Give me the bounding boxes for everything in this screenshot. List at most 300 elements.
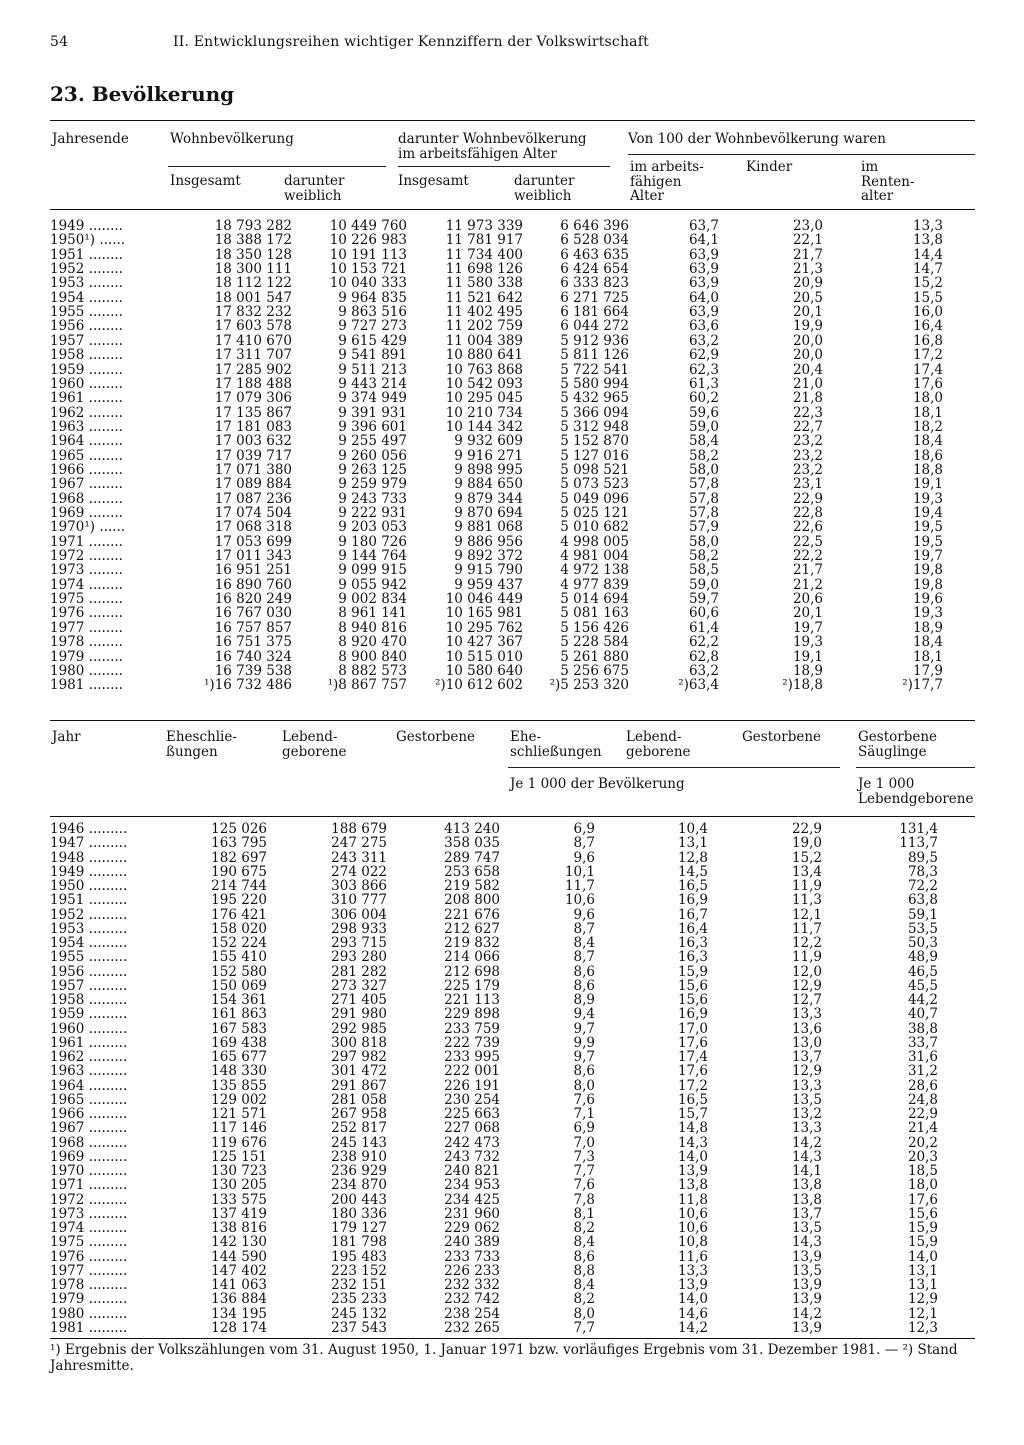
table-cell: 15,2 bbox=[791, 849, 822, 866]
table-cell: 14,7 bbox=[912, 261, 943, 278]
table-cell: 19,3 bbox=[792, 634, 823, 651]
table-cell: 20,9 bbox=[792, 275, 823, 292]
table-cell: 17,4 bbox=[677, 1049, 708, 1065]
t1-header-arb: darunter Wohnbevölkerung im arbeitsfähigen Alter bbox=[398, 131, 587, 162]
table-cell: 20,4 bbox=[792, 361, 823, 378]
table-row bbox=[50, 318, 975, 335]
table-cell: 298 933 bbox=[331, 920, 387, 937]
table-row bbox=[50, 620, 975, 634]
table-row bbox=[50, 1049, 975, 1063]
table-cell: 150 069 bbox=[211, 977, 267, 994]
row-year: 1978 ......... bbox=[50, 1277, 128, 1293]
table-cell: 12,9 bbox=[791, 977, 822, 994]
table-cell: 11,9 bbox=[791, 949, 822, 966]
table-cell: 13,9 bbox=[791, 1248, 822, 1265]
table-cell: 8,0 bbox=[573, 1077, 595, 1094]
table-cell: 293 280 bbox=[331, 949, 387, 966]
table-cell: 232 332 bbox=[444, 1277, 500, 1293]
table-cell: 20,3 bbox=[907, 1148, 938, 1165]
table-cell: 22,6 bbox=[792, 519, 823, 536]
table-row bbox=[50, 835, 975, 852]
table-row bbox=[50, 907, 975, 921]
table-cell: 59,0 bbox=[688, 418, 719, 435]
table-cell: 50,3 bbox=[907, 935, 938, 951]
table-cell: 17,6 bbox=[677, 1063, 708, 1080]
table-cell: 18 300 111 bbox=[214, 261, 292, 278]
row-year: 1968 ........ bbox=[50, 490, 123, 507]
table-cell: 15,9 bbox=[677, 963, 708, 980]
table-cell: 5 081 163 bbox=[560, 605, 629, 622]
table-cell: 18,1 bbox=[912, 404, 943, 421]
table-cell: 9 255 497 bbox=[338, 433, 407, 450]
table-cell: 10 040 333 bbox=[329, 275, 407, 292]
table-cell: 4 998 005 bbox=[560, 533, 629, 550]
table-cell: 281 282 bbox=[331, 963, 387, 980]
table-cell: 8 920 470 bbox=[338, 634, 407, 651]
table-cell: ¹)16 732 486 bbox=[204, 677, 292, 694]
table-cell: 21,2 bbox=[792, 576, 823, 593]
table-cell: 9 886 956 bbox=[454, 533, 523, 550]
table-cell: 63,9 bbox=[688, 261, 719, 278]
table-cell: 15,6 bbox=[907, 1205, 938, 1222]
table-cell: 252 817 bbox=[331, 1120, 387, 1137]
table-cell: 14,3 bbox=[791, 1234, 822, 1251]
table-cell: 8,6 bbox=[573, 963, 595, 980]
table-cell: 64,0 bbox=[688, 289, 719, 306]
table-cell: 9 259 979 bbox=[338, 476, 407, 493]
table-cell: 61,3 bbox=[688, 375, 719, 392]
table-cell: 182 697 bbox=[211, 849, 267, 866]
t2-header-infant-deaths: Gestorbene Säuglinge bbox=[858, 729, 938, 760]
table-cell: 10,8 bbox=[677, 1234, 708, 1251]
table-cell: 14,0 bbox=[677, 1291, 708, 1308]
table-cell: 13,2 bbox=[791, 1106, 822, 1122]
table-cell: 9 263 125 bbox=[338, 461, 407, 478]
t1-header-wohn-female: darunter weiblich bbox=[284, 173, 345, 204]
table-cell: 226 233 bbox=[444, 1262, 500, 1279]
row-year: 1954 ......... bbox=[50, 935, 128, 951]
table-cell: 15,9 bbox=[907, 1234, 938, 1251]
table-cell: 119 676 bbox=[211, 1134, 267, 1151]
table-cell: 18,6 bbox=[912, 447, 943, 464]
table1-top-rule bbox=[50, 120, 975, 121]
table-cell: 7,1 bbox=[573, 1106, 595, 1122]
table-cell: 14,3 bbox=[677, 1134, 708, 1151]
row-year: 1971 ......... bbox=[50, 1177, 128, 1194]
table-cell: 11,6 bbox=[677, 1248, 708, 1265]
table-cell: 16,8 bbox=[912, 332, 943, 349]
row-year: 1976 ........ bbox=[50, 605, 123, 622]
table-cell: 8 940 816 bbox=[338, 619, 407, 636]
table-cell: 231 960 bbox=[444, 1205, 500, 1222]
footnote bbox=[50, 1342, 975, 1374]
table-row bbox=[50, 519, 975, 536]
table-cell: 117 146 bbox=[211, 1120, 267, 1137]
table-cell: 20,5 bbox=[792, 289, 823, 306]
table-cell: 19,5 bbox=[912, 533, 943, 550]
table-row bbox=[50, 821, 975, 835]
table-cell: 15,7 bbox=[677, 1106, 708, 1122]
row-year: 1951 ........ bbox=[50, 246, 123, 263]
table-cell: 57,9 bbox=[688, 519, 719, 536]
table-row bbox=[50, 1277, 975, 1291]
table-cell: 253 658 bbox=[444, 863, 500, 880]
table-cell: 45,5 bbox=[907, 977, 938, 994]
table-cell: 22,3 bbox=[792, 404, 823, 421]
table-cell: 12,1 bbox=[907, 1305, 938, 1322]
table-row bbox=[50, 978, 975, 992]
table-cell: 9 898 995 bbox=[454, 461, 523, 478]
row-year: 1972 ........ bbox=[50, 548, 123, 565]
t1-sub-rule-arb bbox=[398, 166, 610, 167]
table-row bbox=[50, 491, 975, 505]
table-cell: 16 751 375 bbox=[214, 634, 292, 651]
table-cell: 8,1 bbox=[573, 1205, 595, 1222]
row-year: 1981 ........ bbox=[50, 677, 123, 694]
table-cell: 234 425 bbox=[444, 1191, 500, 1208]
table-cell: 9 615 429 bbox=[338, 332, 407, 349]
table-cell: 19,1 bbox=[912, 476, 943, 493]
t1-header-share-arb: im arbeits- fähigen Alter bbox=[630, 159, 704, 204]
table-cell: 18 112 122 bbox=[214, 275, 292, 292]
table-cell: 152 580 bbox=[211, 963, 267, 980]
table-cell: 7,6 bbox=[573, 1091, 595, 1108]
table-cell: 9 727 273 bbox=[338, 318, 407, 335]
table-cell: 17 039 717 bbox=[214, 447, 292, 464]
row-year: 1953 ......... bbox=[50, 920, 128, 937]
table-cell: 18 793 282 bbox=[214, 218, 292, 234]
table-cell: 16 890 760 bbox=[214, 576, 292, 593]
table-cell: 5 073 523 bbox=[560, 476, 629, 493]
table-cell: 7,6 bbox=[573, 1177, 595, 1194]
table-cell: 163 795 bbox=[211, 835, 267, 852]
table-cell: 28,6 bbox=[907, 1077, 938, 1094]
table-cell: 10,1 bbox=[564, 863, 595, 880]
table-cell: 9 443 214 bbox=[338, 375, 407, 392]
table-row bbox=[50, 1249, 975, 1263]
row-year: 1975 ........ bbox=[50, 591, 123, 608]
table-cell: 144 590 bbox=[211, 1248, 267, 1265]
table-row bbox=[50, 1234, 975, 1251]
table-cell: 233 759 bbox=[444, 1020, 500, 1037]
row-year: 1961 ......... bbox=[50, 1034, 128, 1051]
table-cell: 13,5 bbox=[791, 1262, 822, 1279]
table-cell: 13,7 bbox=[791, 1205, 822, 1222]
table-cell: 16,3 bbox=[677, 949, 708, 966]
table-cell: 8,6 bbox=[573, 1248, 595, 1265]
table-row bbox=[50, 605, 975, 622]
table-cell: 14,2 bbox=[677, 1319, 708, 1336]
table-cell: 14,3 bbox=[791, 1148, 822, 1165]
table-cell: 11 202 759 bbox=[445, 318, 523, 335]
table-cell: 136 884 bbox=[211, 1291, 267, 1308]
table-cell: 293 715 bbox=[331, 935, 387, 951]
table-cell: 13,9 bbox=[677, 1277, 708, 1293]
table-cell: 222 001 bbox=[444, 1063, 500, 1080]
table-cell: 225 179 bbox=[444, 977, 500, 994]
table-cell: 238 910 bbox=[331, 1148, 387, 1165]
table-cell: 17,4 bbox=[912, 361, 943, 378]
table-cell: 9,6 bbox=[573, 906, 595, 923]
table-cell: 18 350 128 bbox=[214, 246, 292, 263]
row-year: 1968 ......... bbox=[50, 1134, 128, 1151]
table-cell: 225 663 bbox=[444, 1106, 500, 1122]
table-cell: 128 174 bbox=[211, 1319, 267, 1336]
table-cell: 14,0 bbox=[907, 1248, 938, 1265]
table-cell: 31,6 bbox=[907, 1049, 938, 1065]
table-cell: 20,1 bbox=[792, 304, 823, 321]
table-cell: 23,2 bbox=[792, 433, 823, 450]
table-cell: 9 099 915 bbox=[338, 562, 407, 579]
row-year: 1980 ......... bbox=[50, 1305, 128, 1322]
table-cell: 16,4 bbox=[677, 920, 708, 937]
table-cell: ²)17,7 bbox=[902, 677, 943, 694]
table-cell: 16 767 030 bbox=[214, 605, 292, 622]
table-cell: 58,4 bbox=[688, 433, 719, 450]
table-cell: 58,2 bbox=[688, 447, 719, 464]
table-row bbox=[50, 878, 975, 892]
table-cell: 9 002 834 bbox=[338, 591, 407, 608]
table-cell: 5 156 426 bbox=[560, 619, 629, 636]
table-cell: 267 958 bbox=[331, 1106, 387, 1122]
table-cell: ²)63,4 bbox=[678, 677, 719, 694]
table-cell: 62,9 bbox=[688, 347, 719, 364]
table-cell: 62,3 bbox=[688, 361, 719, 378]
table-cell: 57,8 bbox=[688, 476, 719, 493]
table-cell: 303 866 bbox=[331, 878, 387, 894]
table-cell: 20,6 bbox=[792, 591, 823, 608]
row-year: 1958 ......... bbox=[50, 992, 128, 1008]
table2-bottom-rule bbox=[50, 1338, 975, 1339]
table-cell: 8,2 bbox=[573, 1220, 595, 1236]
table-cell: 179 127 bbox=[331, 1220, 387, 1236]
table-cell: 238 254 bbox=[444, 1305, 500, 1322]
table-row bbox=[50, 333, 975, 347]
table-cell: 129 002 bbox=[211, 1091, 267, 1108]
table-cell: 9,7 bbox=[573, 1049, 595, 1065]
table-cell: 20,0 bbox=[792, 347, 823, 364]
table-cell: 11 973 339 bbox=[445, 218, 523, 234]
table-cell: 6 424 654 bbox=[560, 261, 629, 278]
table-cell: 19,8 bbox=[912, 576, 943, 593]
table-cell: 15,2 bbox=[912, 275, 943, 292]
table-cell: 181 798 bbox=[331, 1234, 387, 1251]
table-cell: 10,4 bbox=[677, 821, 708, 837]
t1-header-share: Von 100 der Wohnbevölkerung waren bbox=[628, 131, 886, 147]
t2-header-rate-deaths: Gestorbene bbox=[742, 729, 822, 745]
table-cell: 5 228 584 bbox=[560, 634, 629, 651]
row-year: 1981 ......... bbox=[50, 1319, 128, 1336]
table-cell: 16 757 857 bbox=[214, 619, 292, 636]
row-year: 1950¹) ...... bbox=[50, 232, 126, 249]
table-cell: 13,9 bbox=[791, 1319, 822, 1336]
table-cell: 17 003 632 bbox=[214, 433, 292, 450]
table-cell: 300 818 bbox=[331, 1034, 387, 1051]
table-cell: 219 832 bbox=[444, 935, 500, 951]
table-cell: 12,3 bbox=[907, 1319, 938, 1336]
table-cell: 20,1 bbox=[792, 605, 823, 622]
table-cell: 212 627 bbox=[444, 920, 500, 937]
row-year: 1948 ......... bbox=[50, 849, 128, 866]
table-cell: 18,4 bbox=[912, 433, 943, 450]
row-year: 1955 ......... bbox=[50, 949, 128, 966]
table-cell: 9 260 056 bbox=[338, 447, 407, 464]
table-row bbox=[50, 892, 975, 909]
table-cell: 17,6 bbox=[912, 375, 943, 392]
row-year: 1964 ......... bbox=[50, 1077, 128, 1094]
table-cell: 310 777 bbox=[331, 892, 387, 909]
t1-header-share-kids: Kinder bbox=[746, 159, 793, 175]
table-cell: 57,8 bbox=[688, 490, 719, 507]
table-cell: 13,3 bbox=[791, 1120, 822, 1137]
table-row bbox=[50, 649, 975, 663]
table-cell: 21,4 bbox=[907, 1120, 938, 1137]
table-cell: 17 053 699 bbox=[214, 533, 292, 550]
table-cell: 11 698 126 bbox=[445, 261, 523, 278]
table-cell: 147 402 bbox=[211, 1262, 267, 1279]
table-cell: 18,1 bbox=[912, 648, 943, 665]
table-cell: 7,7 bbox=[573, 1319, 595, 1336]
table-cell: 273 327 bbox=[331, 977, 387, 994]
table-cell: 221 676 bbox=[444, 906, 500, 923]
table-row bbox=[50, 1006, 975, 1023]
table-row bbox=[50, 1206, 975, 1220]
table-cell: 19,7 bbox=[912, 548, 943, 565]
row-year: 1949 ......... bbox=[50, 863, 128, 880]
table-cell: 33,7 bbox=[907, 1034, 938, 1051]
table-cell: 12,8 bbox=[677, 849, 708, 866]
table-row bbox=[50, 419, 975, 433]
table-cell: 31,2 bbox=[907, 1063, 938, 1080]
table-cell: 17 311 707 bbox=[214, 347, 292, 364]
table-cell: 53,5 bbox=[907, 920, 938, 937]
table-cell: 17 603 578 bbox=[214, 318, 292, 335]
table-cell: 10 880 641 bbox=[445, 347, 523, 364]
table-cell: 6 528 034 bbox=[560, 232, 629, 249]
row-year: 1958 ........ bbox=[50, 347, 123, 364]
table-cell: 9 396 601 bbox=[338, 418, 407, 435]
table-cell: 274 022 bbox=[331, 863, 387, 880]
table-row bbox=[50, 275, 975, 292]
table-cell: 9 932 609 bbox=[454, 433, 523, 450]
table-cell: 63,6 bbox=[688, 318, 719, 335]
table-cell: 11,7 bbox=[564, 878, 595, 894]
table-row bbox=[50, 677, 975, 694]
table-cell: 19,9 bbox=[792, 318, 823, 335]
table-cell: 63,9 bbox=[688, 246, 719, 263]
table-cell: 59,7 bbox=[688, 591, 719, 608]
table-cell: 8,0 bbox=[573, 1305, 595, 1322]
table-cell: 8,9 bbox=[573, 992, 595, 1008]
table-cell: 12,9 bbox=[791, 1063, 822, 1080]
table-row bbox=[50, 634, 975, 651]
table-cell: 22,9 bbox=[907, 1106, 938, 1122]
table-cell: 13,4 bbox=[791, 863, 822, 880]
row-year: 1954 ........ bbox=[50, 289, 123, 306]
table-cell: 23,1 bbox=[792, 476, 823, 493]
table-row bbox=[50, 1063, 975, 1080]
table-cell: 8,2 bbox=[573, 1291, 595, 1308]
table-row bbox=[50, 476, 975, 493]
table-cell: 18,8 bbox=[912, 461, 943, 478]
table-row bbox=[50, 362, 975, 376]
table-cell: 154 361 bbox=[211, 992, 267, 1008]
row-year: 1978 ........ bbox=[50, 634, 123, 651]
t2-header-year: Jahr bbox=[52, 729, 81, 745]
row-year: 1960 ........ bbox=[50, 375, 123, 392]
table-cell: 167 583 bbox=[211, 1020, 267, 1037]
table-cell: 291 980 bbox=[331, 1006, 387, 1023]
table-cell: 16 739 538 bbox=[214, 662, 292, 679]
table-cell: 6,9 bbox=[573, 1120, 595, 1137]
table-row bbox=[50, 505, 975, 519]
page-number: 54 bbox=[50, 34, 69, 50]
table-row bbox=[50, 949, 975, 966]
table-cell: 18,0 bbox=[912, 390, 943, 407]
table-cell: 11 004 389 bbox=[445, 332, 523, 349]
table-cell: 9 203 053 bbox=[338, 519, 407, 536]
table-cell: 13,9 bbox=[791, 1291, 822, 1308]
table-cell: 15,6 bbox=[677, 977, 708, 994]
table-cell: 22,9 bbox=[791, 821, 822, 837]
table-row bbox=[50, 964, 975, 978]
row-year: 1976 ......... bbox=[50, 1248, 128, 1265]
table-cell: 413 240 bbox=[444, 821, 500, 837]
table-cell: 131,4 bbox=[899, 821, 938, 837]
table-row bbox=[50, 591, 975, 608]
table-cell: 6 271 725 bbox=[560, 289, 629, 306]
table-cell: 214 066 bbox=[444, 949, 500, 966]
table-cell: 8,6 bbox=[573, 1063, 595, 1080]
table-cell: 18,4 bbox=[912, 634, 943, 651]
table-cell: 16,5 bbox=[677, 1091, 708, 1108]
table-cell: 13,8 bbox=[791, 1191, 822, 1208]
table-cell: 9,6 bbox=[573, 849, 595, 866]
t2-sub-rule-per-birth bbox=[856, 767, 975, 768]
table-cell: 11 580 338 bbox=[445, 275, 523, 292]
table-cell: 10,6 bbox=[677, 1205, 708, 1222]
row-year: 1977 ........ bbox=[50, 619, 123, 636]
table-cell: 62,2 bbox=[688, 634, 719, 651]
t1-header-wohn-total: Insgesamt bbox=[170, 173, 241, 189]
row-year: 1964 ........ bbox=[50, 433, 123, 450]
t1-header-arb-total: Insgesamt bbox=[398, 173, 469, 189]
table-cell: 17,2 bbox=[912, 347, 943, 364]
table-cell: 19,6 bbox=[912, 591, 943, 608]
running-title: II. Entwicklungsreihen wichtiger Kennziffern der Volkswirtschaft bbox=[173, 34, 649, 50]
table-cell: 214 744 bbox=[211, 878, 267, 894]
table-cell: 247 275 bbox=[331, 835, 387, 852]
table-cell: 222 739 bbox=[444, 1034, 500, 1051]
table-cell: 5 152 870 bbox=[560, 433, 629, 450]
table-cell: 148 330 bbox=[211, 1063, 267, 1080]
table-cell: 5 256 675 bbox=[560, 662, 629, 679]
table-cell: 9,9 bbox=[573, 1034, 595, 1051]
table-cell: 10 144 342 bbox=[445, 418, 523, 435]
table-cell: 113,7 bbox=[899, 835, 938, 852]
table-cell: 16,5 bbox=[677, 878, 708, 894]
table-cell: 134 195 bbox=[211, 1305, 267, 1322]
table-cell: 232 151 bbox=[331, 1277, 387, 1293]
row-year: 1967 ........ bbox=[50, 476, 123, 493]
table-row bbox=[50, 921, 975, 935]
table-cell: 8,4 bbox=[573, 1234, 595, 1251]
table-cell: 63,9 bbox=[688, 275, 719, 292]
table-cell: 10,6 bbox=[677, 1220, 708, 1236]
table-cell: 7,0 bbox=[573, 1134, 595, 1151]
table-cell: 161 863 bbox=[211, 1006, 267, 1023]
table-row bbox=[50, 1135, 975, 1149]
